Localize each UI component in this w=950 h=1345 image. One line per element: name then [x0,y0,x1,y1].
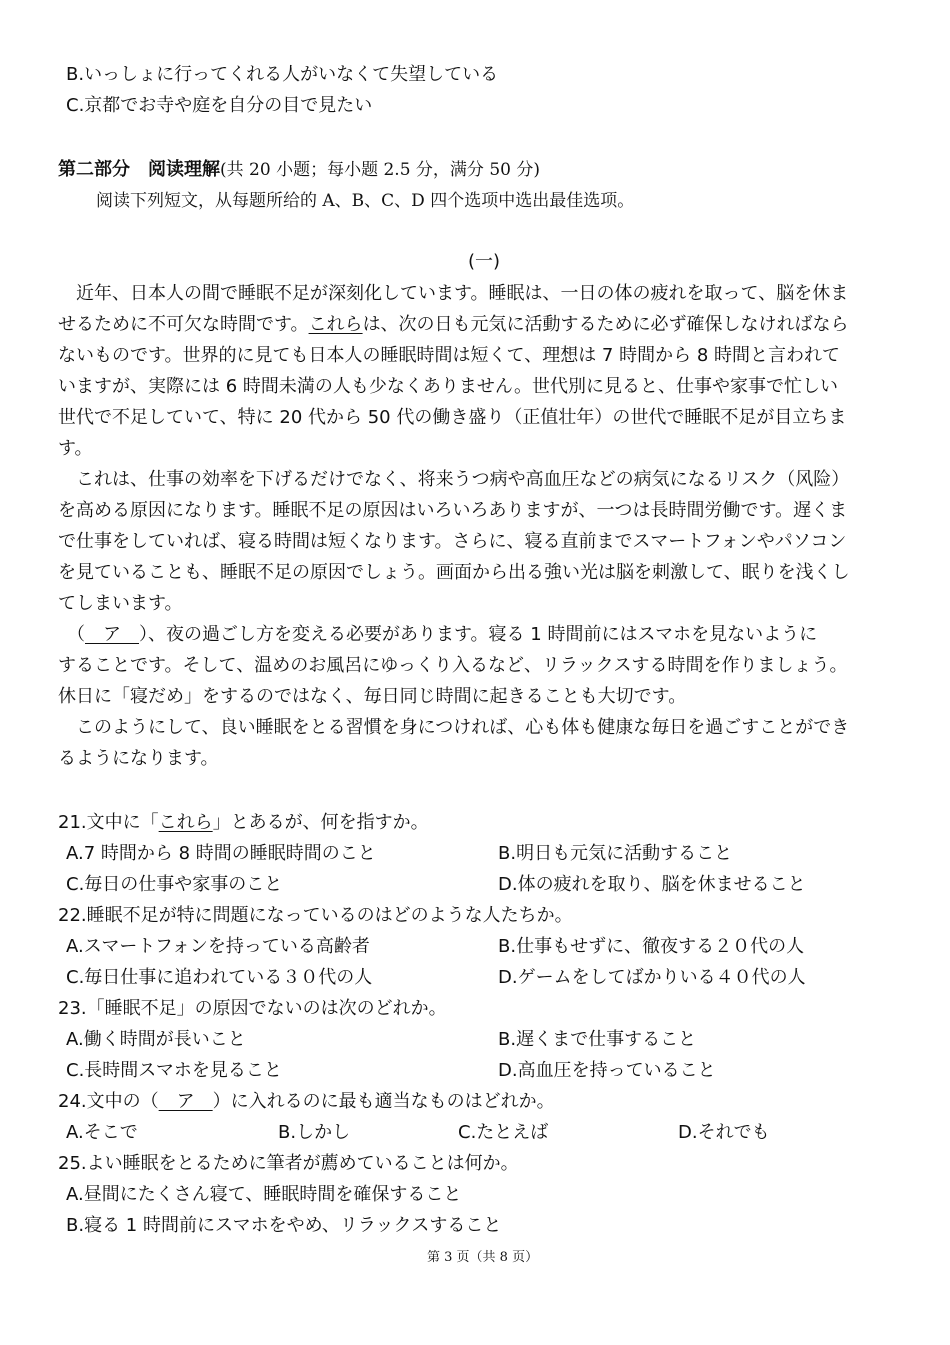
passage-line: を見ていることも、睡眠不足の原因でしょう。画面から出る強い光は脳を刺激して、眠りを浅くし [58,562,850,583]
question-24: 24.文中の（ ア ）に入れるのに最も適当なものはどれか。 [58,1091,555,1112]
prev-choice-c: C.京都でお寺や庭を自分の目で見たい [66,95,373,116]
passage-line: てしまいます。 [58,593,183,614]
question-23: 23.「睡眠不足」の原因でないのは次のどれか。 [58,998,447,1019]
q23-option-b: B.遅くまで仕事すること [498,1029,697,1050]
section-heading [58,158,540,182]
q24-option-a: A.そこで [66,1122,138,1143]
passage-line: いますが、実際には 6 時間未満の人も少なくありません。世代別に見ると、仕事や家事で忙しい [58,376,838,397]
passage-line: することです。そして、温めのお風呂にゆっくり入るなど、リラックスする時間を作りましょう。 [58,655,848,676]
q24-option-d: D.それでも [678,1122,770,1143]
underlined-korera: これら [308,314,363,335]
q24-option-b: B.しかし [278,1122,351,1143]
q25-option-b: B.寝る 1 時間前にスマホをやめ、リラックスすること [66,1215,502,1236]
passage-line: これは、仕事の効率を下げるだけでなく、将来うつ病や高血圧などの病気になるリスク（风险） [58,469,850,490]
q23-option-c: C.長時間スマホを見ること [66,1060,282,1081]
passage-line: このようにして、良い睡眠をとる習慣を身につければ、心も体も健康な毎日を過ごすことができ [58,717,850,738]
section-score-note: (共 20 小题；每小题 2.5 分，满分 50 分) [220,160,540,180]
passage-line: で仕事をしていれば、寝る時間は短くなります。さらに、寝る直前までスマートフォンやパソコン [58,531,847,552]
passage-line: るようになります。 [58,748,219,769]
q22-option-b: B.仕事もせずに、徹夜する２０代の人 [498,936,805,957]
blank-a: ア [85,624,139,645]
passage-line: 近年、日本人の間で睡眠不足が深刻化しています。睡眠は、一日の体の疲れを取って、脳を休ま [58,283,849,304]
question-21: 21.文中に「これら」とあるが、何を指すか。 [58,812,429,833]
q23-option-a: A.働く時間が長いこと [66,1029,246,1050]
passage-line: を高める原因になります。睡眠不足の原因はいろいろありますが、一つは長時間労働です。遅くま [58,500,848,521]
q21-option-a: A.7 時間から 8 時間の睡眠時間のこと [66,843,376,864]
q21-option-c: C.毎日の仕事や家事のこと [66,874,283,895]
passage-number: (一) [468,251,501,272]
q22-option-d: D.ゲームをしてばかりいる４０代の人 [498,967,806,988]
prev-choice-b: B.いっしょに行ってくれる人がいなくて失望している [66,64,499,85]
passage-line: 休日に「寝だめ」をするのではなく、毎日同じ時間に起きることも大切です。 [58,686,687,707]
q22-option-a: A.スマートフォンを持っている高齢者 [66,936,370,957]
passage-line: 世代で不足していて、特に 20 代から 50 代の働き盛り（正值壮年）の世代で睡眠不足が目立ちま [58,407,847,428]
question-22: 22.睡眠不足が特に問題になっているのはどのような人たちか。 [58,905,573,926]
passage-line: ないものです。世界的に見ても日本人の睡眠時間は短くて、理想は 7 時間から 8 時間と言われて [58,345,840,366]
section-instruction: 阅读下列短文，从每题所给的 A、B、C、D 四个选项中选出最佳选项。 [96,191,635,211]
passage-line: せるために不可欠な時間です。これらは、次の日も元気に活動するために必ず確保しなければなら [58,314,849,335]
question-25: 25.よい睡眠をとるために筆者が薦めていることは何か。 [58,1153,519,1174]
section-title: 第二部分 阅读理解 [58,159,220,180]
q21-option-b: B.明日も元気に活動すること [498,843,733,864]
q25-option-a: A.昼間にたくさん寝て、睡眠時間を確保すること [66,1184,462,1205]
passage-line: （ ア ）、夜の過ごし方を変える必要があります。寝る 1 時間前にはスマホを見ないように [58,624,818,645]
passage-line: す。 [58,438,93,459]
q22-option-c: C.毎日仕事に追われている３０代の人 [66,967,373,988]
q23-option-d: D.高血圧を持っていること [498,1060,716,1081]
q21-option-d: D.体の疲れを取り、脳を休ませること [498,874,806,895]
page-footer: 第 3 页（共 8 页） [427,1250,539,1265]
q24-option-c: C.たとえば [458,1122,549,1143]
